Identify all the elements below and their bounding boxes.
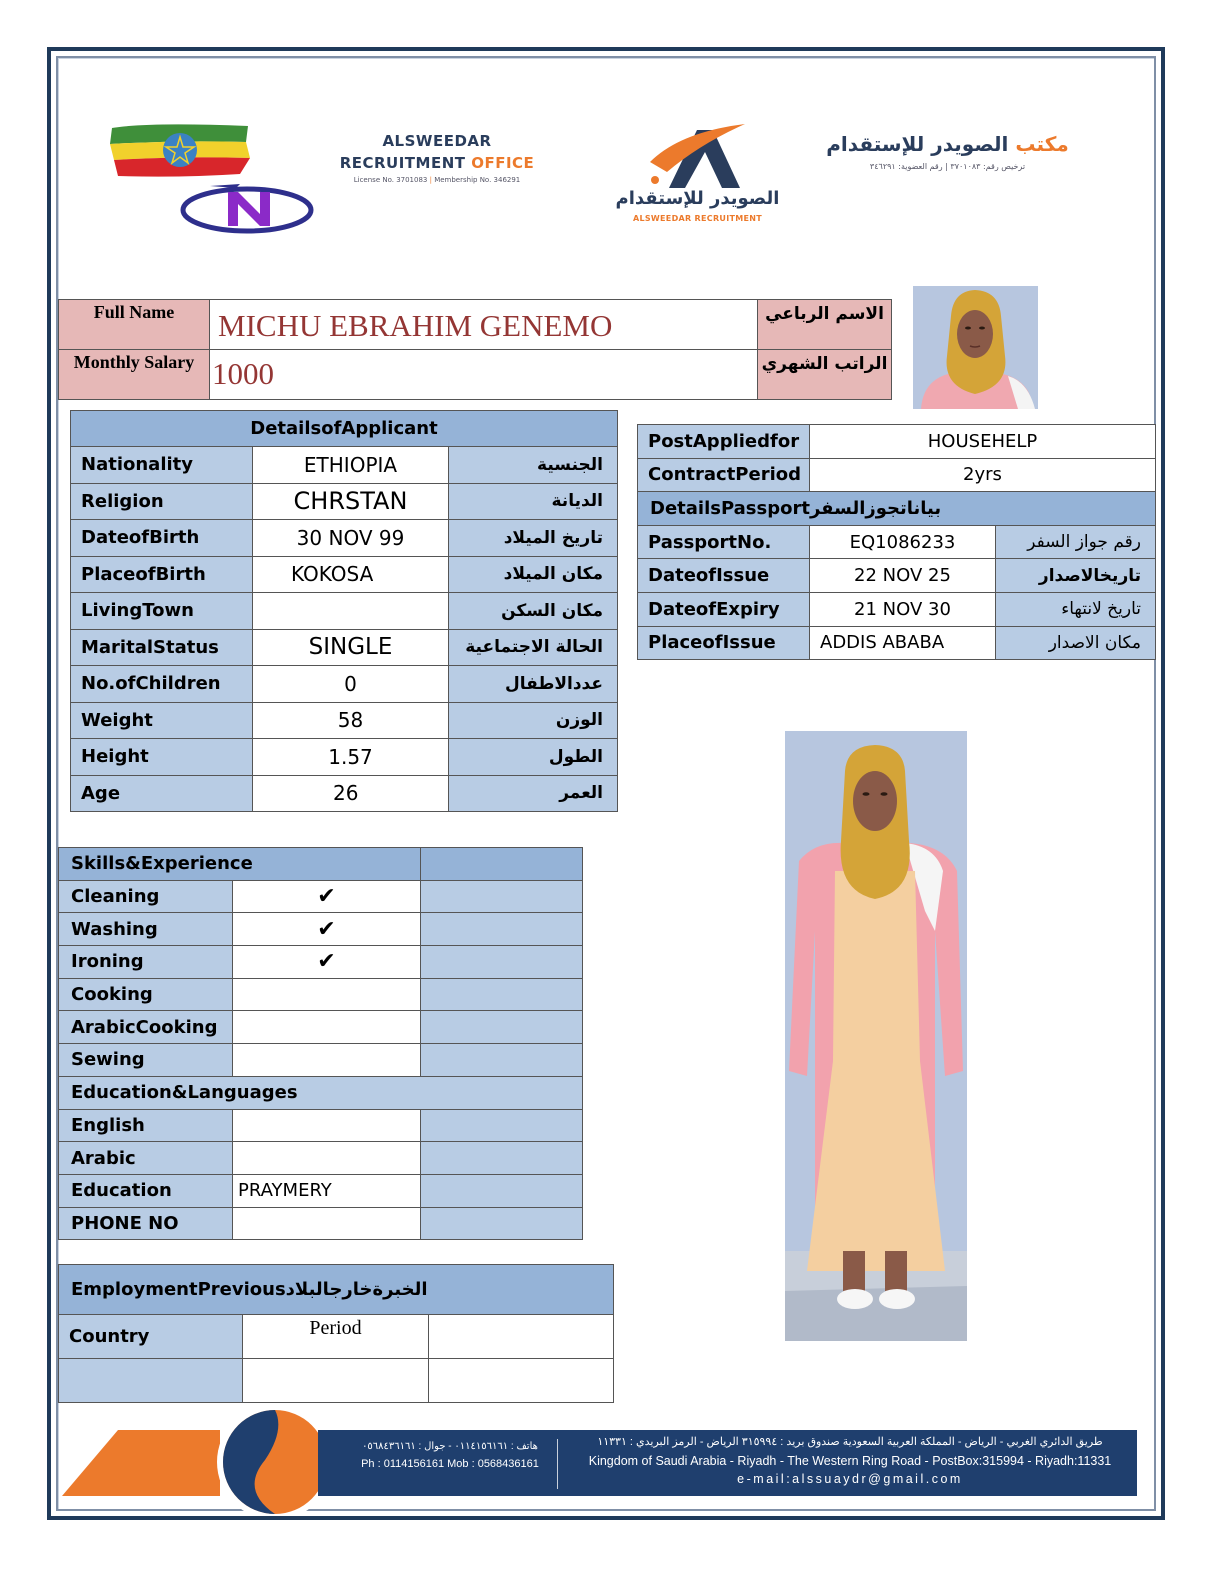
table-row (59, 1207, 583, 1240)
contract-period-value: 2yrs (810, 458, 1156, 492)
age-label-ar: العمر (449, 775, 618, 812)
full-name-row (59, 300, 892, 350)
table-row (59, 1359, 614, 1403)
table-row (71, 666, 618, 703)
skill-sewing-label: Sewing (59, 1044, 233, 1077)
name-salary-table (58, 299, 892, 400)
logo-arabic-name: الصويدر للإستقدام (615, 188, 780, 209)
skill-washing-label: Washing (59, 913, 233, 946)
table-row (638, 525, 1156, 559)
applicant-details-title: DetailsofApplicant (71, 411, 618, 447)
skills-header-row (59, 848, 583, 881)
arabic-label: Arabic (59, 1142, 233, 1175)
marital-status-label: MaritalStatus (71, 629, 253, 666)
passport-number-value: EQ1086233 (810, 525, 996, 559)
table-row (71, 702, 618, 739)
employment-title: EmploymentPreviousالخبرةخارجالبلاد (59, 1265, 614, 1315)
table-row (71, 556, 618, 593)
license-line: License No. 3701083 | Membership No. 346291 (353, 176, 521, 184)
table-row (59, 1109, 583, 1142)
phone-number-value (233, 1207, 421, 1240)
skill-arabic-cooking-label: ArabicCooking (59, 1011, 233, 1044)
date-of-issue-label-ar: تاريخالاصدار (996, 559, 1156, 593)
brand-name-line1: ALSWEEDAR (382, 132, 492, 150)
arabic-value (233, 1142, 421, 1175)
table-row (71, 629, 618, 666)
height-label-ar: الطول (449, 739, 618, 776)
living-town-label: LivingTown (71, 593, 253, 630)
table-row (71, 593, 618, 630)
english-extra (421, 1109, 583, 1142)
skill-ironing-extra (421, 946, 583, 979)
a-letter-icon (605, 122, 790, 192)
employment-extra-cell (429, 1359, 614, 1403)
place-of-issue-value: ADDIS ABABA (810, 626, 996, 660)
n-travel-logo (180, 180, 315, 235)
applicant-portrait-photo (913, 286, 1038, 409)
children-value: 0 (253, 666, 449, 703)
education-title: Education&Languages (59, 1076, 583, 1109)
salary-row (59, 350, 892, 400)
passport-header-row (638, 492, 1156, 526)
applicant-details-table (70, 410, 618, 812)
nationality-value: ETHIOPIA (253, 447, 449, 484)
brand-english (322, 132, 552, 184)
marital-status-value: SINGLE (253, 629, 449, 666)
footer-contact-banner (60, 1405, 1140, 1515)
employment-header-row (59, 1265, 614, 1315)
full-name-value: MICHU EBRAHIM GENEMO (210, 300, 758, 350)
employment-columns-row (59, 1315, 614, 1359)
contract-period-row (638, 458, 1156, 492)
brand-arabic-name (820, 132, 1075, 156)
brand-arabic (820, 132, 1075, 171)
table-row (59, 978, 583, 1011)
table-row (59, 1044, 583, 1077)
table-row (71, 447, 618, 484)
weight-value: 58 (253, 702, 449, 739)
country-label: Country (59, 1315, 243, 1359)
education-label: Education (59, 1174, 233, 1207)
table-row (71, 520, 618, 557)
date-of-expiry-value: 21 NOV 30 (810, 592, 996, 626)
place-of-issue-label-ar: مكان الاصدار (996, 626, 1156, 660)
date-of-issue-label: DateofIssue (638, 559, 810, 593)
passport-details-title: DetailsPassportبياناتجوزالسفر (638, 492, 1156, 526)
post-applied-label: PostAppliedfor (638, 425, 810, 459)
table-row (59, 946, 583, 979)
skill-sewing-extra (421, 1044, 583, 1077)
date-of-birth-label: DateofBirth (71, 520, 253, 557)
skill-washing-check: ✔ (233, 913, 421, 946)
salary-value: 1000 (210, 350, 758, 400)
applicant-details-header (71, 411, 618, 447)
full-name-label: Full Name (59, 300, 210, 350)
height-label: Height (71, 739, 253, 776)
employment-period-cell (243, 1359, 429, 1403)
education-header-row (59, 1076, 583, 1109)
salary-label: Monthly Salary (59, 350, 210, 400)
brand-name-line2 (322, 154, 552, 172)
age-label: Age (71, 775, 253, 812)
footer-address-ar: طريق الدائري الغربي - الرياض - المملكة العربية السعودية صندوق بريد : ٣١٥٩٩٤ الرياض - الرمز البريدي : ١١٣٣١ (597, 1436, 1103, 1448)
footer-email: e-mail:alssuaydr@gmail.com (737, 1472, 963, 1486)
contract-period-label: ContractPeriod (638, 458, 810, 492)
table-row (638, 592, 1156, 626)
nationality-label: Nationality (71, 447, 253, 484)
skill-cleaning-label: Cleaning (59, 880, 233, 913)
table-row (59, 1142, 583, 1175)
phone-number-label: PHONE NO (59, 1207, 233, 1240)
footer-phone-block (350, 1441, 550, 1470)
date-of-birth-value: 30 NOV 99 (253, 520, 449, 557)
english-value (233, 1109, 421, 1142)
skill-sewing-check (233, 1044, 421, 1077)
footer-phone-ar: هاتف : ٠١١٤١٥٦١٦١ - جوال : ٠٥٦٨٤٣٦١٦١ (362, 1441, 538, 1452)
footer-logo-shape-icon (60, 1405, 360, 1515)
brand-arabic-license: ترخيص رقم: ٣٧٠١٠٨٣ | رقم العضوية: ٣٤٦٢٩١ (869, 162, 1026, 171)
marital-status-label-ar: الحالة الاجتماعية (449, 629, 618, 666)
skill-arabic-cooking-check (233, 1011, 421, 1044)
children-label-ar: عددالاطفال (449, 666, 618, 703)
license-number: License No. 3701083 (353, 176, 428, 184)
skill-arabic-cooking-extra (421, 1011, 583, 1044)
employment-country-cell (59, 1359, 243, 1403)
skills-header-blank (421, 848, 583, 881)
place-of-birth-label: PlaceofBirth (71, 556, 253, 593)
arabic-extra (421, 1142, 583, 1175)
skill-cleaning-check: ✔ (233, 880, 421, 913)
membership-number: Membership No. 346291 (434, 176, 521, 184)
table-row (71, 739, 618, 776)
table-row (638, 626, 1156, 660)
skills-title: Skills&Experience (59, 848, 421, 881)
living-town-label-ar: مكان السكن (449, 593, 618, 630)
age-value: 26 (253, 775, 449, 812)
footer-phone-en: Ph : 0114156161 Mob : 0568436161 (361, 1458, 539, 1470)
table-row (59, 1011, 583, 1044)
brand-arabic-accent: مكتب (1015, 132, 1069, 156)
table-row (59, 880, 583, 913)
date-of-expiry-label: DateofExpiry (638, 592, 810, 626)
salary-label-ar: الراتب الشهري (758, 350, 892, 400)
religion-value: CHRSTAN (253, 483, 449, 520)
education-value: PRAYMERY (233, 1174, 421, 1207)
passport-details-table (637, 424, 1156, 660)
logo-english-name: ALSWEEDAR RECRUITMENT (632, 214, 763, 223)
nationality-label-ar: الجنسية (449, 447, 618, 484)
skill-cooking-label: Cooking (59, 978, 233, 1011)
ethiopia-flag-logo (108, 122, 253, 180)
footer-address-block (565, 1435, 1135, 1486)
education-extra (421, 1174, 583, 1207)
skills-education-table (58, 847, 583, 1240)
period-label: Period (243, 1315, 429, 1359)
full-name-label-ar: الاسم الرباعي (758, 300, 892, 350)
brand-arabic-main: الصويدر للإستقدام (826, 132, 1016, 156)
date-of-issue-value: 22 NOV 25 (810, 559, 996, 593)
date-of-birth-label-ar: تاريخ الميلاد (449, 520, 618, 557)
living-town-value (253, 593, 449, 630)
table-row (71, 775, 618, 812)
skill-ironing-label: Ironing (59, 946, 233, 979)
brand-office: OFFICE (471, 154, 535, 172)
passport-number-label-ar: رقم جواز السفر (996, 525, 1156, 559)
phone-number-extra (421, 1207, 583, 1240)
brand-recruitment: RECRUITMENT (339, 154, 472, 172)
applicant-full-body-photo (785, 731, 967, 1341)
previous-employment-table (58, 1264, 614, 1403)
skill-cooking-check (233, 978, 421, 1011)
place-of-birth-value: KOKOSA (253, 556, 449, 593)
skill-cooking-extra (421, 978, 583, 1011)
skill-washing-extra (421, 913, 583, 946)
skill-ironing-check: ✔ (233, 946, 421, 979)
post-applied-row (638, 425, 1156, 459)
post-applied-value: HOUSEHELP (810, 425, 1156, 459)
weight-label: Weight (71, 702, 253, 739)
passport-number-label: PassportNo. (638, 525, 810, 559)
religion-label: Religion (71, 483, 253, 520)
english-label: English (59, 1109, 233, 1142)
table-row (59, 1174, 583, 1207)
date-of-expiry-label-ar: تاريخ لانتهاء (996, 592, 1156, 626)
table-row (71, 483, 618, 520)
table-row (59, 913, 583, 946)
religion-label-ar: الديانة (449, 483, 618, 520)
footer-address-en: Kingdom of Saudi Arabia - Riyadh - The Western Ring Road - PostBox:315994 - Riyadh:11331 (588, 1454, 1112, 1468)
skill-cleaning-extra (421, 880, 583, 913)
alsweedar-a-logo (605, 122, 790, 232)
place-of-birth-label-ar: مكان الميلاد (449, 556, 618, 593)
table-row (638, 559, 1156, 593)
weight-label-ar: الوزن (449, 702, 618, 739)
employment-blank-header (429, 1315, 614, 1359)
children-label: No.ofChildren (71, 666, 253, 703)
footer-divider (557, 1439, 558, 1489)
height-value: 1.57 (253, 739, 449, 776)
place-of-issue-label: PlaceofIssue (638, 626, 810, 660)
